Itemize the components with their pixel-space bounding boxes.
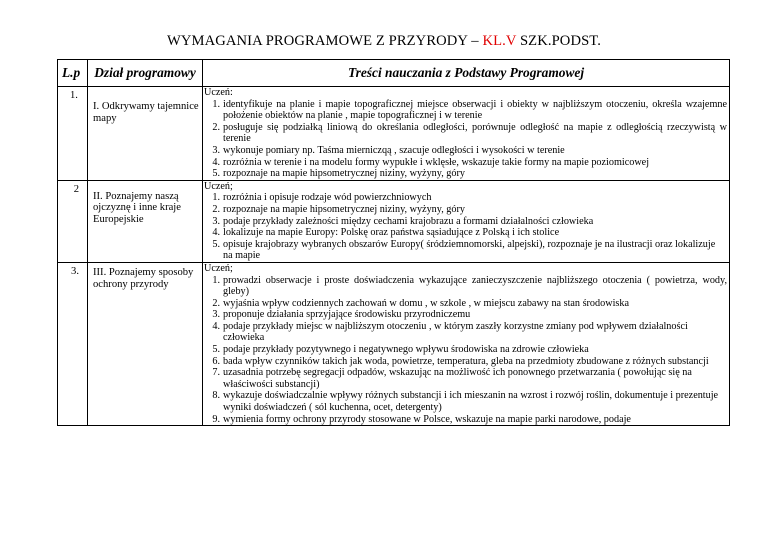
table-row	[58, 87, 730, 181]
list-item	[203, 122, 727, 145]
item-text: podaje przykłady pozytywnego i negatywnego wpływu środowiska na zdrowie człowieka	[223, 344, 589, 356]
document-title	[0, 33, 768, 50]
item-text: podaje przykłady miejsc w najbliższym otoczeniu , w którym zaszły korzystne zmiany pod wpływem działalności człowieka	[223, 320, 688, 344]
list-item	[203, 309, 727, 321]
item-text: rozróżnia w terenie i na modelu formy wypukłe i wklęsłe, wskazuje takie formy na mapie poziomicowej	[223, 156, 650, 168]
list-item	[203, 157, 727, 169]
requirements-table	[57, 59, 730, 426]
list-item	[203, 275, 727, 298]
item-number: 1.	[212, 192, 220, 204]
item-text: wykazuje doświadczalnie wpływy różnych substancji i ich mieszanin na wzrost i rozwój roślin, dokumentuje i prezentuje wyniki doświadczeń ( sól kuchenna, ocet, detergenty)	[223, 390, 719, 414]
list-item	[203, 390, 727, 413]
header-tresci: Treści nauczania z Podstawy Programowej	[203, 60, 730, 87]
row-dzial: III. Poznajemy sposoby ochrony przyrody	[88, 262, 203, 425]
row-number: 1.	[58, 87, 88, 181]
item-text: rozpoznaje na mapie hipsometrycznej niziny, wyżyny, góry	[223, 203, 465, 215]
item-number: 5.	[212, 344, 220, 356]
item-number: 2.	[212, 203, 220, 215]
row-number: 3.	[58, 262, 88, 425]
list-item	[203, 99, 727, 122]
item-text: wykonuje pomiary np. Taśma mierniczqą , szacuje odległości i wysokości w terenie	[223, 144, 565, 156]
item-number: 2.	[212, 297, 220, 309]
row-dzial: II. Poznajemy naszą ojczyznę i inne kraje Europejskie	[88, 180, 203, 262]
header-lp: L.p	[58, 60, 88, 87]
item-number: 1.	[212, 274, 220, 286]
title-prefix: WYMAGANIA PROGRAMOWE Z PRZYRODY –	[167, 33, 483, 49]
list-item	[203, 321, 727, 344]
item-text: bada wpływ czynników takich jak woda, powietrze, temperatura, gleba na przedmioty zbudowane z różnych substancji	[223, 355, 709, 367]
table-row	[58, 262, 730, 425]
list-item	[203, 414, 727, 426]
table-header-row	[58, 60, 730, 87]
row-lead: Uczeń;	[204, 262, 233, 274]
row-lead: Uczeń:	[204, 87, 233, 98]
item-number: 4.	[212, 156, 220, 168]
item-number: 3.	[212, 309, 220, 321]
title-class-accent: KL.V	[482, 33, 517, 49]
item-number: 2.	[212, 121, 220, 133]
list-item	[203, 367, 727, 390]
item-number: 7.	[212, 367, 220, 379]
item-number: 8.	[212, 390, 220, 402]
item-number: 6.	[212, 355, 220, 367]
requirement-list	[203, 192, 727, 262]
list-item	[203, 145, 727, 157]
table-row	[58, 180, 730, 262]
list-item	[203, 168, 727, 180]
list-item	[203, 356, 727, 368]
list-item	[203, 216, 727, 228]
item-text: proponuje działania sprzyjające środowisku przyrodniczemu	[223, 309, 471, 321]
item-number: 1.	[212, 98, 220, 110]
item-text: wymienia formy ochrony przyrody stosowane w Polsce, wskazuje na mapie parki narodowe, podaje	[223, 413, 631, 425]
item-number: 5.	[212, 168, 220, 180]
title-suffix: SZK.PODST.	[516, 33, 601, 49]
item-text: lokalizuje na mapie Europy: Polskę oraz państwa sąsiadujące z Polską i ich stolice	[223, 227, 560, 239]
row-number: 2	[58, 180, 88, 262]
list-item	[203, 204, 727, 216]
item-number: 9.	[212, 413, 220, 425]
item-number: 4.	[212, 320, 220, 332]
item-text: podaje przykłady zależności między cechami krajobrazu a formami działalności człowieka	[223, 215, 594, 227]
row-lead: Uczeń;	[204, 180, 233, 192]
item-text: prowadzi obserwacje i proste doświadczenia wykazujące zanieczyszczenie najbliższego otoczenia ( powietrza, wody, gleby)	[223, 274, 727, 298]
requirement-list	[203, 99, 727, 180]
row-dzial: I. Odkrywamy tajemnice mapy	[88, 87, 203, 181]
requirement-list	[203, 275, 727, 426]
item-text: identyfikuje na planie i mapie topograficznej miejsce obserwacji i obiekty w najbliższym otoczeniu, określa wzajemne położenie obiektów na planie , mapie topograficznej i w terenie	[223, 98, 727, 122]
item-number: 4.	[212, 227, 220, 239]
row-content	[203, 87, 730, 181]
list-item	[203, 344, 727, 356]
list-item	[203, 239, 727, 262]
row-content	[203, 262, 730, 425]
header-dzial: Dział programowy	[88, 60, 203, 87]
item-number: 3.	[212, 215, 220, 227]
item-number: 3.	[212, 144, 220, 156]
item-text: uzasadnia potrzebę segregacji odpadów, wskazując na możliwość ich ponownego przetwarzania ( powołując się na właściwości substancji)	[223, 367, 692, 390]
list-item	[203, 298, 727, 310]
item-text: opisuje krajobrazy wybranych obszarów Europy( śródziemnomorski, alpejski), rozpoznaje je na ilustracji oraz lokalizuje na mapie	[223, 238, 716, 262]
item-text: rozróżnia i opisuje rodzaje wód powierzchniowych	[223, 192, 432, 204]
item-number: 5.	[212, 238, 220, 250]
item-text: wyjaśnia wpływ codziennych zachowań w domu , w szkole , w miejscu zabawy na stan środowiska	[223, 297, 629, 309]
item-text: rozpoznaje na mapie hipsometrycznej niziny, wyżyny, góry	[223, 168, 465, 180]
row-content	[203, 180, 730, 262]
list-item	[203, 227, 727, 239]
list-item	[203, 192, 727, 204]
item-text: posługuje się podziałką liniową do określania odległości, porównuje odległość na mapie z odległością rzeczywistą w terenie	[223, 121, 727, 145]
